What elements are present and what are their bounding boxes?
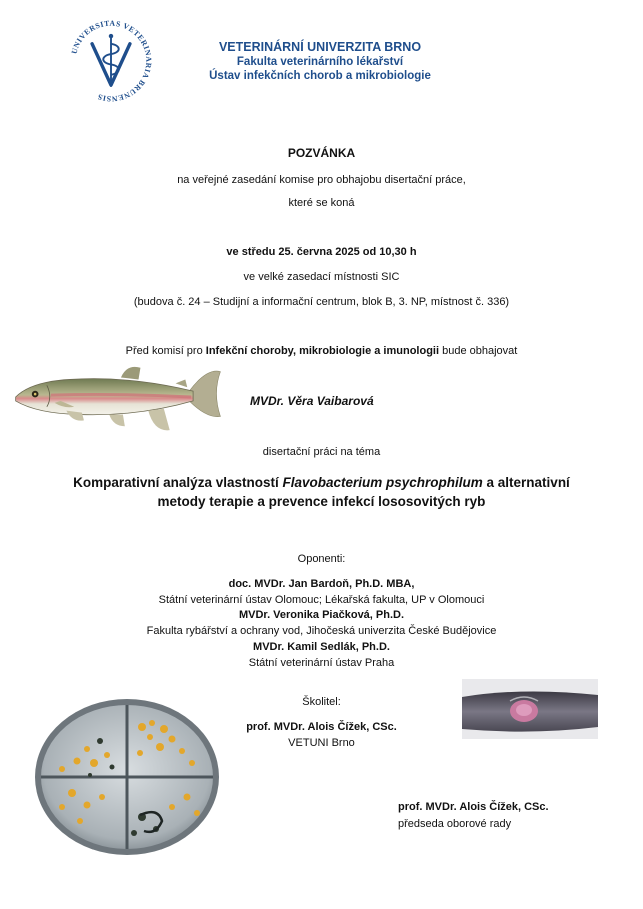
invitation-line2: které se koná bbox=[288, 197, 355, 209]
faculty-name: Fakulta veterinárního lékařství bbox=[236, 56, 404, 68]
opponent-affiliation: Státní veterinární ústav Olomouc; Lékařská fakulta, UP v Olomouci bbox=[158, 594, 485, 606]
invitation-line1: na veřejné zasedání komise pro obhajobu disertační práce, bbox=[177, 174, 466, 186]
supervisor-heading: Školitel: bbox=[302, 696, 341, 708]
opponent-affiliation: Státní veterinární ústav Praha bbox=[248, 657, 395, 669]
institute-name: Ústav infekčních chorob a mikrobiologie bbox=[209, 70, 431, 82]
university-header bbox=[170, 40, 470, 82]
opponent-affiliation: Fakulta rybářství a ochrany vod, Jihočeská univerzita České Budějovice bbox=[146, 625, 497, 637]
topic-species: Flavobacterium psychrophilum bbox=[282, 475, 483, 490]
dissertation-topic bbox=[0, 475, 643, 509]
topic-line2: metody terapie a prevence infekcí lososovitých ryb bbox=[157, 494, 486, 509]
chair-name: prof. MVDr. Alois Čížek, CSc. bbox=[398, 801, 549, 813]
chair-role: předseda oborové rady bbox=[398, 818, 512, 830]
opponent-name: doc. MVDr. Jan Bardoň, Ph.D. MBA, bbox=[228, 578, 415, 590]
defense-room: ve velké zasedací místnosti SIC bbox=[243, 271, 400, 283]
infected-fish-photo bbox=[462, 679, 598, 739]
petri-dish-photo bbox=[32, 697, 222, 857]
opponent-name: MVDr. Veronika Piačková, Ph.D. bbox=[238, 609, 405, 621]
university-name: VETERINÁRNÍ UNIVERZITA BRNO bbox=[218, 40, 422, 54]
trout-illustration bbox=[10, 358, 228, 436]
svg-text:UNIVERSITAS VETERINARIA BRUNEN: UNIVERSITAS VETERINARIA BRUNENSIS bbox=[69, 18, 154, 104]
opponents-heading: Oponenti: bbox=[297, 553, 346, 565]
program-line: Před komisí pro Infekční choroby, mikrobiologie a imunologii bude obhajovat bbox=[125, 345, 518, 357]
program-name: Infekční choroby, mikrobiologie a imunologii bbox=[205, 345, 440, 357]
supervisor-affiliation: VETUNI Brno bbox=[288, 737, 355, 749]
supervisor-name: prof. MVDr. Alois Čížek, CSc. bbox=[246, 721, 397, 733]
topic-intro: disertační práci na téma bbox=[262, 446, 381, 458]
opponent-name: MVDr. Kamil Sedlák, Ph.D. bbox=[253, 641, 390, 653]
topic-line1: Komparativní analýza vlastností Flavobacterium psychrophilum a alternativní bbox=[73, 475, 570, 490]
defense-building: (budova č. 24 – Studijní a informační centrum, blok B, 3. NP, místnost č. 336) bbox=[133, 296, 510, 308]
candidate-name: MVDr. Věra Vaibarová bbox=[250, 394, 374, 408]
defense-date: ve středu 25. června 2025 od 10,30 h bbox=[226, 246, 417, 258]
university-seal-logo bbox=[68, 18, 154, 104]
invitation-title: POZVÁNKA bbox=[287, 146, 356, 160]
